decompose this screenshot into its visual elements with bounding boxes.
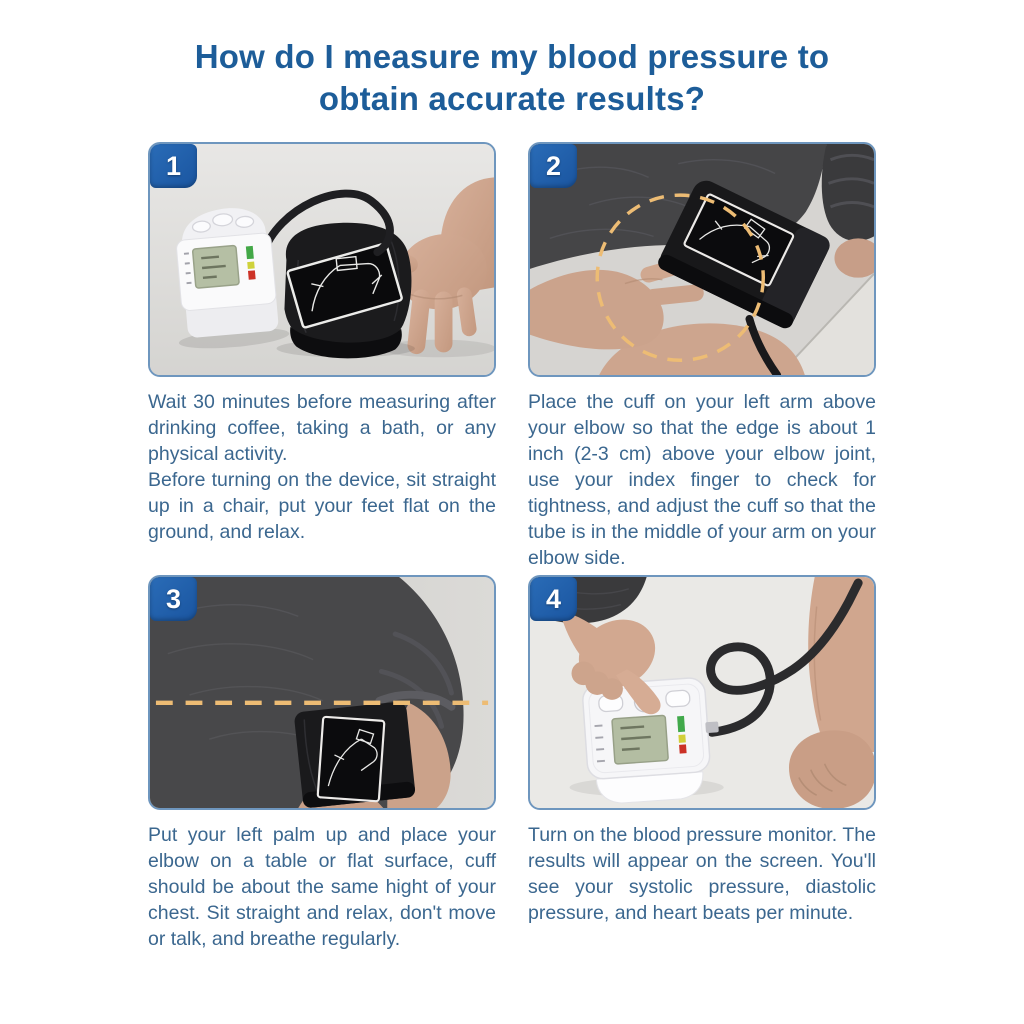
page-title: How do I measure my blood pressure to obtain accurate results? bbox=[194, 38, 830, 117]
step-2-caption bbox=[528, 390, 876, 571]
tube-connector bbox=[705, 721, 719, 733]
step-number: 1 bbox=[165, 150, 182, 181]
indicator-green bbox=[246, 246, 254, 259]
step-4-illustration bbox=[530, 577, 874, 808]
step-1-number-badge bbox=[150, 144, 197, 188]
step-3 bbox=[148, 575, 496, 953]
step-3-illustration bbox=[150, 577, 494, 808]
caption-paragraph: Place the cuff on your left arm above your elbow so that the edge is about 1 inch (2-3 cm) above your elbow joint, use your index finger to check for tightness, and adjust the cuff so that the tube is in the middle of your arm on your elbow side. bbox=[528, 391, 876, 569]
step-3-photo bbox=[148, 575, 496, 810]
cuff-label-patch bbox=[318, 717, 385, 802]
step-4-number-badge bbox=[530, 577, 577, 621]
indicator-red bbox=[679, 744, 687, 753]
step-3-number-badge bbox=[150, 577, 197, 621]
step-4-photo bbox=[528, 575, 876, 810]
caption-paragraph: Turn on the blood pressure monitor. The results will appear on the screen. You'll see your systolic pressure, diastolic pressure, and heart beats per minute. bbox=[528, 824, 876, 924]
step-number: 3 bbox=[165, 583, 182, 614]
caption-paragraph: Before turning on the device, sit straight up in a chair, put your feet flat on the ground, and relax. bbox=[148, 468, 496, 543]
step-1 bbox=[148, 142, 496, 546]
step-1-caption bbox=[148, 390, 496, 546]
set-button bbox=[665, 690, 690, 707]
indicator-yellow bbox=[247, 262, 254, 269]
step-4 bbox=[528, 575, 876, 927]
fist-illustration bbox=[789, 730, 874, 808]
step-1-illustration bbox=[150, 144, 494, 375]
lcd-screen bbox=[612, 715, 668, 764]
step-3-caption bbox=[148, 823, 496, 953]
step-1-photo bbox=[148, 142, 496, 377]
step-2-number-badge bbox=[530, 144, 577, 188]
step-number: 4 bbox=[545, 583, 562, 614]
cuff-illustration bbox=[277, 223, 415, 359]
step-2 bbox=[528, 142, 876, 571]
caption-paragraph: Put your left palm up and place your elbow on a table or flat surface, cuff should be about the same hight of your chest. Sit straight and relax, don't move or talk, and breathe regularly. bbox=[148, 824, 496, 950]
cuff-illustration bbox=[294, 701, 416, 808]
step-2-illustration bbox=[530, 144, 874, 375]
step-number: 2 bbox=[545, 150, 562, 181]
step-2-photo bbox=[528, 142, 876, 377]
indicator-green bbox=[677, 716, 685, 732]
step-4-caption bbox=[528, 823, 876, 927]
caption-paragraph: Wait 30 minutes before measuring after drinking coffee, taking a bath, or any physical activity. bbox=[148, 391, 496, 465]
indicator-yellow bbox=[678, 735, 685, 743]
indicator-red bbox=[248, 270, 256, 279]
